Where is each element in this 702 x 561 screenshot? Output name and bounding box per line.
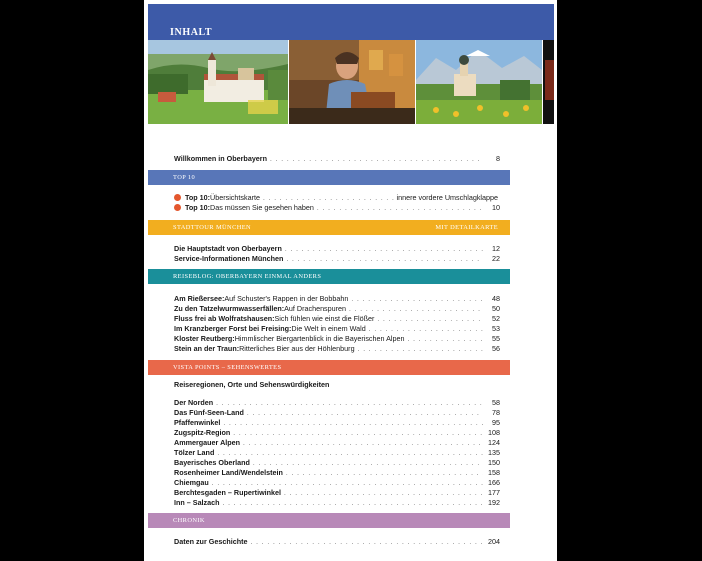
- toc-entry-kranzberger[interactable]: Im Kranzberger Forst bei Freising: Die Welt in einem Wald . . . 53: [174, 324, 500, 334]
- dot-leader: [223, 420, 483, 427]
- top10-badge-icon: [174, 194, 181, 201]
- dot-leader: [369, 326, 483, 333]
- dot-leader: [407, 336, 483, 343]
- toc-entry-willkommen[interactable]: Willkommen in Oberbayern . . . 8: [174, 154, 500, 164]
- dot-leader: [349, 306, 483, 313]
- dot-leader: [286, 256, 483, 263]
- dot-leader: [212, 480, 483, 487]
- dot-leader: [233, 430, 483, 437]
- toc-entry-region[interactable]: Der Norden . . . 58: [174, 398, 500, 408]
- page-number: 78: [492, 408, 500, 417]
- toc-entry-hauptstadt[interactable]: Die Hauptstadt von Oberbayern . . . 12: [174, 244, 500, 254]
- page-number: 204: [488, 537, 500, 546]
- toc-entry-region[interactable]: Ammergauer Alpen . . . 124: [174, 438, 500, 448]
- toc-entry-geschichte[interactable]: Daten zur Geschichte . . . 204: [174, 537, 500, 547]
- section-band-reiseblog: REISEBLOG: OBERBAYERN EINMAL ANDERS: [148, 269, 510, 284]
- dot-leader: [358, 346, 483, 353]
- toc-entry-top10-karte[interactable]: Top 10: Übersichtskarte . . . innere vordere Umschlagklappe: [174, 193, 500, 203]
- page-title: INHALT: [170, 27, 213, 38]
- woodcarver-photo: [289, 40, 415, 124]
- photo-edge-strip: [543, 40, 554, 124]
- dot-leader: [247, 410, 483, 417]
- top10-badge-icon: [174, 204, 181, 211]
- dot-leader: [217, 450, 483, 457]
- right-black-border: [557, 0, 702, 561]
- toc-entry-region[interactable]: Inn – Salzach . . . 192: [174, 498, 500, 508]
- toc-entry-region[interactable]: Bayerisches Oberland . . . 150: [174, 458, 500, 468]
- dot-leader: [243, 440, 483, 447]
- page-number: 56: [492, 344, 500, 353]
- toc-entry-region[interactable]: Tölzer Land . . . 135: [174, 448, 500, 458]
- page-number: 8: [496, 154, 500, 163]
- page-number: 158: [488, 468, 500, 477]
- page-number: 150: [488, 458, 500, 467]
- toc-entry-riessersee[interactable]: Am Rießersee: Auf Schuster's Rappen in der Bobbahn . . . 48: [174, 294, 500, 304]
- page-number: 22: [492, 254, 500, 263]
- page-number: 124: [488, 438, 500, 447]
- toc-entry-tatzelwurm[interactable]: Zu den Tatzelwurmwasserfällen: Auf Drachenspuren . . . 50: [174, 304, 500, 314]
- toc-entry-region[interactable]: Rosenheimer Land/Wendelstein . . . 158: [174, 468, 500, 478]
- dot-leader: [285, 246, 483, 253]
- page-number: 53: [492, 324, 500, 333]
- monastery-alps-photo: [416, 40, 542, 124]
- toc-entry-region[interactable]: Das Fünf-Seen-Land . . . 78: [174, 408, 500, 418]
- toc-entry-region[interactable]: Berchtesgaden – Rupertiwinkel . . . 177: [174, 488, 500, 498]
- page-number: 48: [492, 294, 500, 303]
- toc-entry-top10-gesehen[interactable]: Top 10: Das müssen Sie gesehen haben . . . 10: [174, 203, 500, 213]
- page-number: 192: [488, 498, 500, 507]
- page-number: 166: [488, 478, 500, 487]
- page-number: 12: [492, 244, 500, 253]
- toc-entry-region[interactable]: Chiemgau . . . 166: [174, 478, 500, 488]
- dot-leader: [284, 490, 483, 497]
- page-number: 177: [488, 488, 500, 497]
- dot-leader: [223, 500, 483, 507]
- dot-leader: [216, 400, 483, 407]
- page-number: 10: [492, 203, 500, 212]
- page-number: 55: [492, 334, 500, 343]
- section-band-top10: TOP 10: [148, 170, 510, 185]
- dot-leader: [253, 460, 483, 467]
- toc-entry-service[interactable]: Service-Informationen München . . . 22: [174, 254, 500, 264]
- dot-leader: [351, 296, 483, 303]
- vista-subheading: Reiseregionen, Orte und Sehenswürdigkeiten: [174, 380, 330, 389]
- page-number: 95: [492, 418, 500, 427]
- dot-leader: [263, 195, 394, 202]
- church-landscape-photo: [148, 40, 288, 124]
- toc-entry-wolfratshausen[interactable]: Fluss frei ab Wolfratshausen: Sich fühlen wie einst die Flößer . . . 52: [174, 314, 500, 324]
- header-band: [148, 4, 554, 40]
- page-number: 58: [492, 398, 500, 407]
- dot-leader: [377, 316, 483, 323]
- toc-entry-region[interactable]: Pfaffenwinkel . . . 95: [174, 418, 500, 428]
- toc-entry-stein-traun[interactable]: Stein an der Traun: Ritterliches Bier aus der Höhlenburg . . . 56: [174, 344, 500, 354]
- toc-entry-region[interactable]: Zugspitz-Region . . . 108: [174, 428, 500, 438]
- dot-leader: [317, 205, 483, 212]
- dot-leader: [286, 470, 483, 477]
- section-band-stadttour: STADTTOUR MÜNCHEN MIT DETAILKARTE: [148, 220, 510, 235]
- section-band-chronik: CHRONIK: [148, 513, 510, 528]
- page-number: 50: [492, 304, 500, 313]
- page-number: 108: [488, 428, 500, 437]
- page-number: 52: [492, 314, 500, 323]
- dot-leader: [270, 156, 483, 163]
- dot-leader: [251, 539, 484, 546]
- toc-entry-reutberg[interactable]: Kloster Reutberg: Himmlischer Biergartenblick in die Bayerischen Alpen . . . 55: [174, 334, 500, 344]
- section-band-vista: VISTA POINTS – SEHENSWERTES: [148, 360, 510, 375]
- page-number: 135: [488, 448, 500, 457]
- left-black-border: [0, 0, 144, 561]
- contents-page: [144, 0, 557, 561]
